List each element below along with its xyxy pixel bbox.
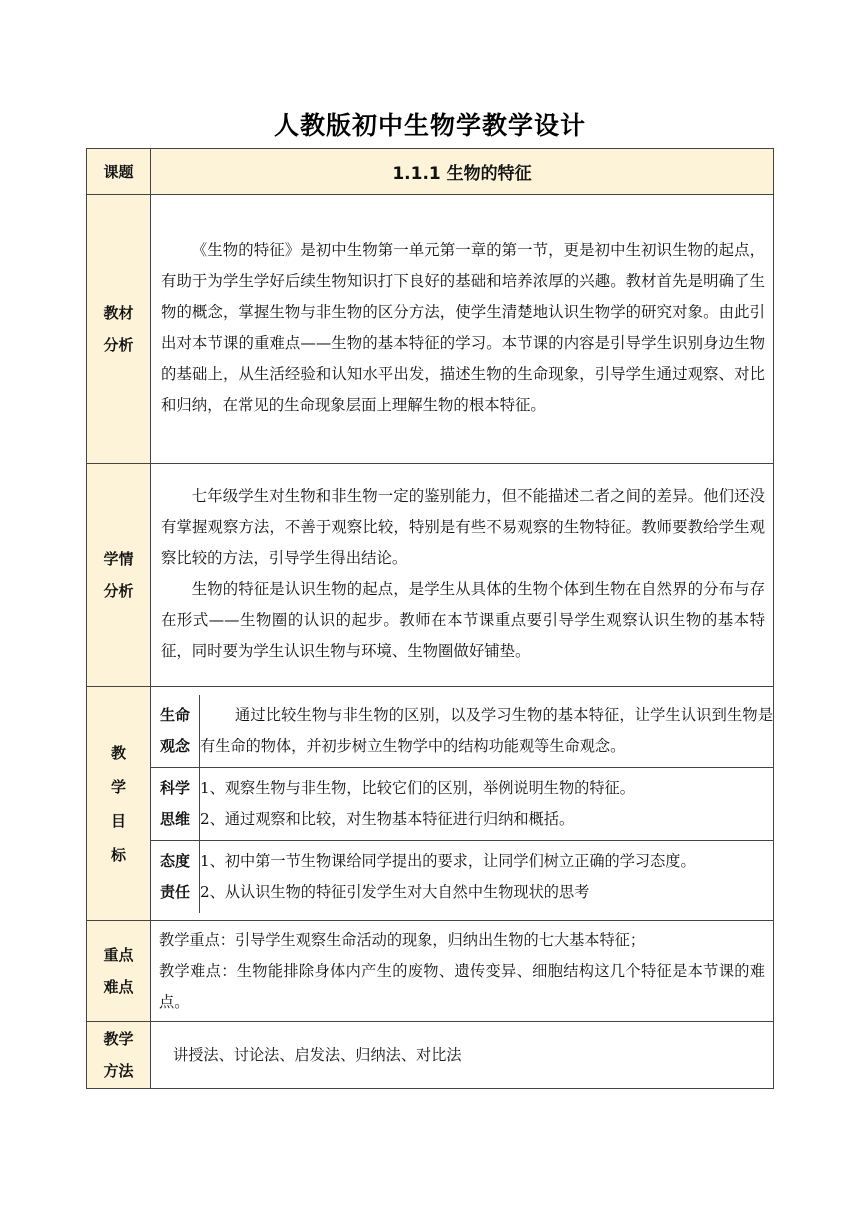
teaching-goals-subtable (151, 695, 773, 913)
goal-row-scientific-thinking (151, 767, 773, 840)
teaching-methods-label (87, 1022, 151, 1089)
key-points-label-line2: 难点 (103, 978, 134, 996)
material-analysis-text: 《生物的特征》是初中生物第一单元第一章的第一节，更是初中生初识生物的起点，有助于为学生学好后续生物知识打下良好的基础和培养浓厚的兴趣。教材首先是明确了生物的概念，掌握生物与非生物的区分方法，使学生清楚地认识生物学的研究对象。由此引出对本节课的重难点——生物的基本特征的学习。本节课的内容是引导学生识别身边生物的基础上，从生活经验和认知水平出发，描述生物的生命现象，引导学生通过观察、对比和归纳，在常见的生命现象层面上理解生物的根本特征。 (161, 241, 765, 414)
key-points-content (151, 921, 774, 1022)
goal-row-life-concept (151, 695, 773, 768)
material-analysis-label-line1: 教材 (103, 304, 134, 322)
student-analysis-content (151, 464, 774, 687)
teaching-goals-label (87, 687, 151, 921)
key-points-label (87, 921, 151, 1022)
teaching-methods-value: 讲授法、讨论法、启发法、归纳法、对比法 (173, 1045, 462, 1064)
student-analysis-label-line1: 学情 (103, 550, 134, 568)
topic-row (87, 149, 774, 195)
teaching-goals-label-char-2: 学 (110, 777, 126, 796)
goal-label-attitude-responsibility (151, 840, 200, 913)
goal-row-attitude-responsibility (151, 840, 773, 913)
goal-label-life-concept-line2: 观念 (159, 736, 190, 755)
goal-label-scientific-thinking-line1: 科学 (159, 778, 190, 797)
goal-label-scientific-thinking-line2: 思维 (159, 809, 190, 828)
goal-label-life-concept-line1: 生命 (159, 705, 190, 724)
key-points-label-line1: 重点 (103, 946, 134, 964)
goal-attitude-responsibility-line-2: 2、从认识生物的特征引发学生对大自然中生物现状的思考 (200, 882, 590, 901)
teaching-methods-content (151, 1022, 774, 1089)
goal-label-attitude-responsibility-line1: 态度 (159, 851, 190, 870)
teaching-goals-label-char-4: 标 (110, 845, 126, 864)
material-analysis-content (151, 195, 774, 464)
goal-label-life-concept (151, 695, 200, 768)
teaching-goals-label-char-1: 教 (110, 743, 126, 762)
material-analysis-label-line2: 分析 (103, 336, 134, 354)
key-points-focus: 教学重点：引导学生观察生命活动的现象，归纳出生物的七大基本特征； (159, 930, 645, 949)
goal-text-life-concept (200, 695, 774, 768)
material-analysis-label (87, 195, 151, 464)
goal-text-attitude-responsibility (200, 840, 774, 913)
student-analysis-label (87, 464, 151, 687)
teaching-methods-label-line1: 教学 (103, 1030, 134, 1048)
student-analysis-label-line2: 分析 (103, 582, 134, 600)
goal-label-scientific-thinking (151, 767, 200, 840)
teaching-goals-content (151, 687, 774, 921)
teaching-goals-row (87, 687, 774, 921)
goal-text-scientific-thinking (200, 767, 774, 840)
teaching-methods-row (87, 1022, 774, 1089)
document-title: 人教版初中生物学教学设计 (273, 111, 586, 140)
teaching-methods-label-line2: 方法 (103, 1062, 134, 1080)
student-analysis-paragraph-1: 七年级学生对生物和非生物一定的鉴别能力，但不能描述二者之间的差异。他们还没有掌握观察方法，不善于观察比较，特别是有些不易观察的生物特征。教师要教给学生观察比较的方法，引导学生得出结论。 (161, 487, 765, 567)
student-analysis-row (87, 464, 774, 687)
key-points-row (87, 921, 774, 1022)
goal-scientific-thinking-line-2: 2、通过观察和比较，对生物基本特征进行归纳和概括。 (200, 809, 575, 828)
key-points-difficulty: 教学难点：生物能排除身体内产生的废物、遗传变异、细胞结构这几个特征是本节课的难点。 (159, 961, 765, 1011)
material-analysis-row (87, 195, 774, 464)
goal-scientific-thinking-line-1: 1、观察生物与非生物，比较它们的区别，举例说明生物的特征。 (200, 778, 635, 797)
lesson-plan-table (86, 148, 774, 1089)
topic-label: 课题 (87, 149, 151, 195)
topic-value: 1.1.1 生物的特征 (151, 149, 774, 195)
teaching-goals-label-char-3: 目 (110, 811, 126, 830)
goal-label-attitude-responsibility-line2: 责任 (159, 882, 190, 901)
student-analysis-paragraph-2: 生物的特征是认识生物的起点，是学生从具体的生物个体到生物在自然界的分布与存在形式——生物圈的认识的起步。教师在本节课重点要引导学生观察认识生物的基本特征，同时要为学生认识生物与环境、生物圈做好铺垫。 (161, 580, 765, 660)
goal-life-concept-line-1: 通过比较生物与非生物的区别，以及学习生物的基本特征，让学生认识到生物是有生命的物体，并初步树立生物学中的结构功能观等生命观念。 (200, 705, 773, 755)
goal-attitude-responsibility-line-1: 1、初中第一节生物课给同学提出的要求，让同学们树立正确的学习态度。 (200, 851, 696, 870)
